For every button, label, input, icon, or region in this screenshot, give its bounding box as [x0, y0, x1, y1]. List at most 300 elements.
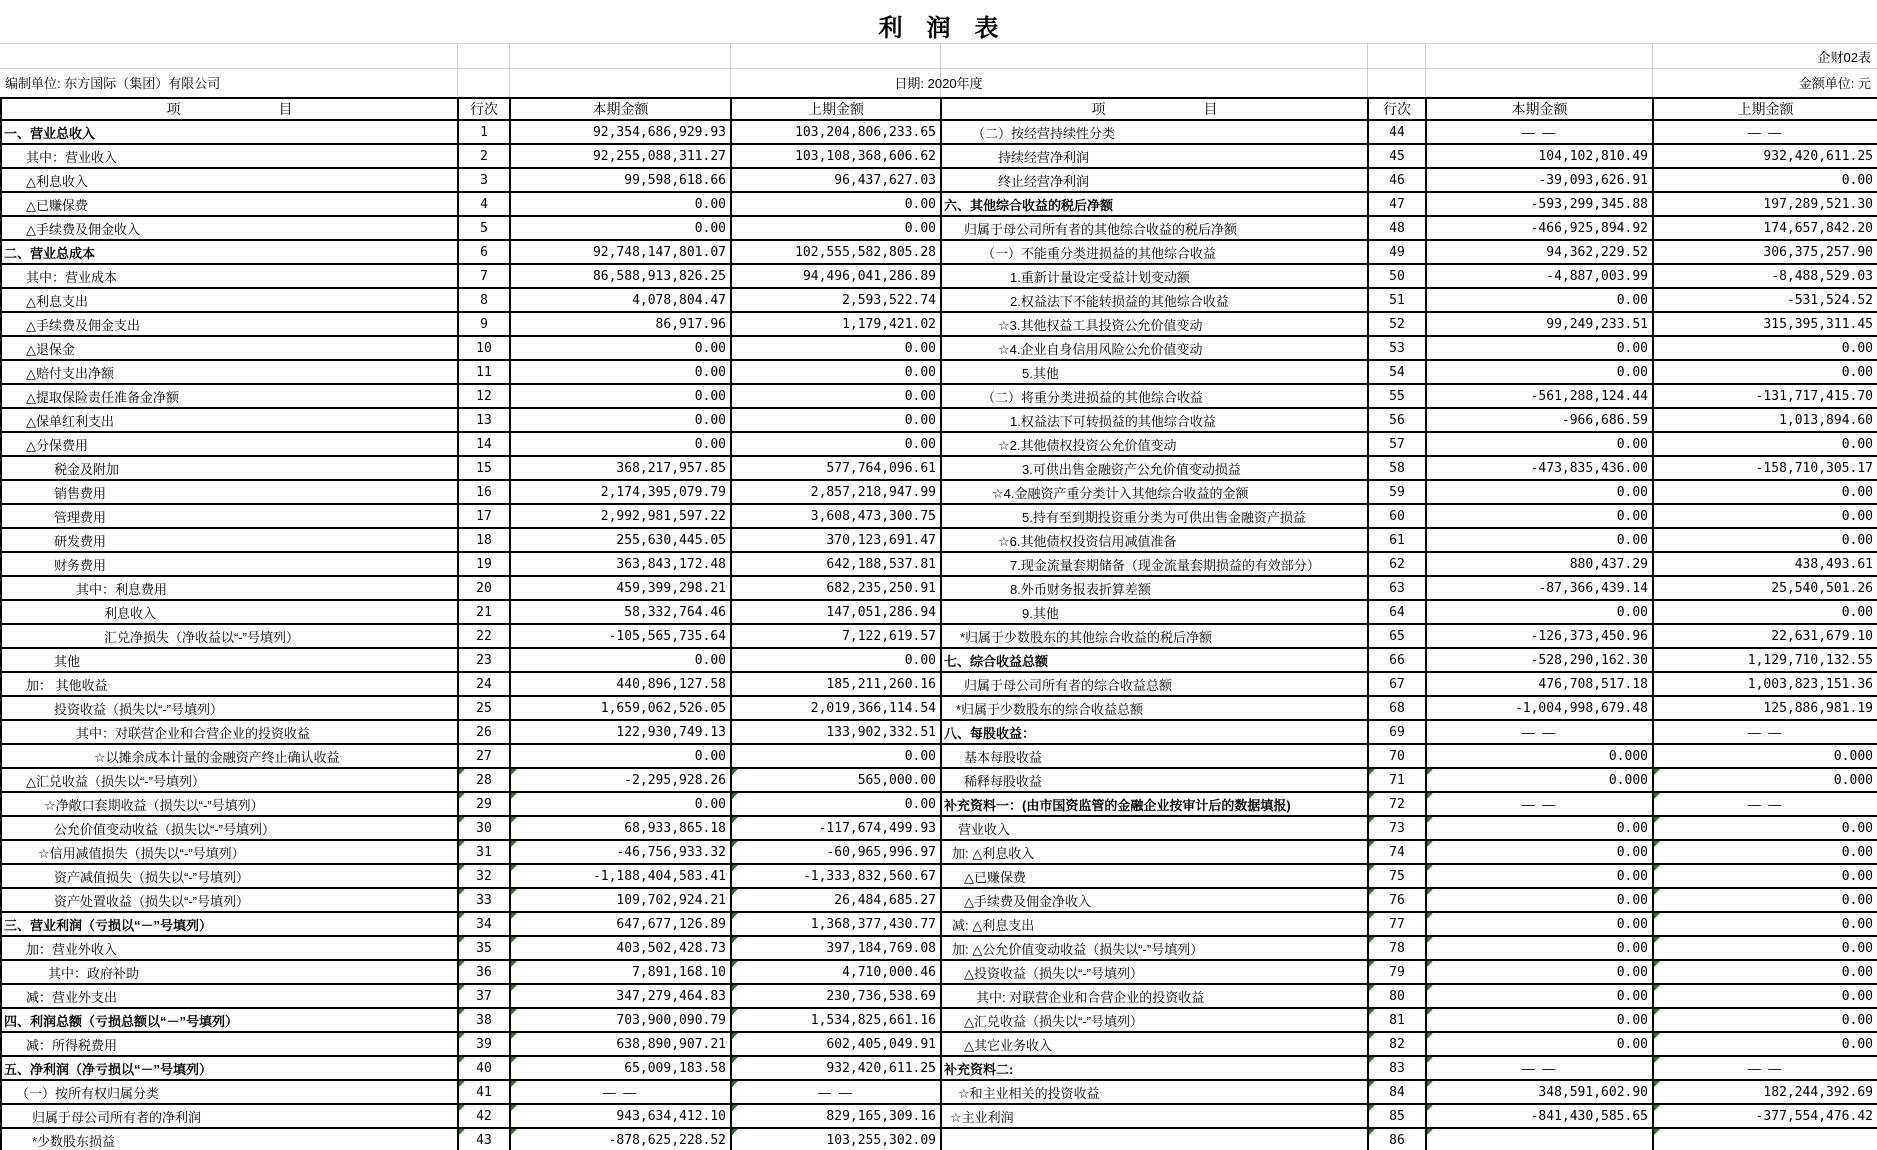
item-label-cell[interactable]: 1.重新计量设定受益计划变动额 — [941, 264, 1368, 288]
line-number-cell[interactable]: 81 — [1368, 1008, 1426, 1032]
prior-amount-cell[interactable]: 174,657,842.20 — [1653, 216, 1877, 240]
line-number-cell[interactable]: 28 — [458, 768, 510, 792]
prior-amount-cell[interactable]: 103,255,302.09 — [731, 1128, 941, 1150]
item-label-cell[interactable]: 基本每股收益 — [941, 744, 1368, 768]
prior-amount-cell[interactable]: 230,736,538.69 — [731, 984, 941, 1008]
item-label-cell[interactable]: ☆信用减值损失（损失以“-”号填列） — [1, 840, 458, 864]
current-amount-cell[interactable]: 0.000 — [1426, 768, 1653, 792]
line-number-cell[interactable]: 14 — [458, 432, 510, 456]
prior-amount-cell[interactable]: -377,554,476.42 — [1653, 1104, 1877, 1128]
line-number-cell[interactable]: 39 — [458, 1032, 510, 1056]
prior-amount-cell[interactable]: 0.00 — [731, 216, 941, 240]
current-amount-cell[interactable]: 0.00 — [1426, 480, 1653, 504]
prior-amount-cell[interactable] — [1653, 1128, 1877, 1150]
item-label-cell[interactable]: △分保费用 — [1, 432, 458, 456]
current-amount-cell[interactable]: 0.00 — [1426, 600, 1653, 624]
line-number-cell[interactable]: 37 — [458, 984, 510, 1008]
current-amount-cell[interactable]: 4,078,804.47 — [510, 288, 731, 312]
item-label-cell[interactable]: 七、综合收益总额 — [941, 648, 1368, 672]
current-amount-cell[interactable]: 0.00 — [1426, 360, 1653, 384]
item-label-cell[interactable]: 5.其他 — [941, 360, 1368, 384]
line-number-cell[interactable]: 32 — [458, 864, 510, 888]
current-amount-cell[interactable]: 880,437.29 — [1426, 552, 1653, 576]
prior-amount-cell[interactable]: 0.00 — [731, 408, 941, 432]
line-number-cell[interactable]: 42 — [458, 1104, 510, 1128]
current-amount-cell[interactable]: 0.00 — [1426, 984, 1653, 1008]
prior-amount-cell[interactable]: 182,244,392.69 — [1653, 1080, 1877, 1104]
current-amount-cell[interactable]: 0.00 — [1426, 336, 1653, 360]
item-label-cell[interactable]: 资产处置收益（损失以“-”号填列） — [1, 888, 458, 912]
item-label-cell[interactable]: ☆4.企业自身信用风险公允价值变动 — [941, 336, 1368, 360]
prior-amount-cell[interactable]: 26,484,685.27 — [731, 888, 941, 912]
line-number-cell[interactable]: 71 — [1368, 768, 1426, 792]
item-label-cell[interactable]: 公允价值变动收益（损失以“-”号填列） — [1, 816, 458, 840]
line-number-cell[interactable]: 23 — [458, 648, 510, 672]
line-number-cell[interactable]: 18 — [458, 528, 510, 552]
prior-column-header[interactable]: 上期金额 — [731, 98, 941, 120]
line-number-cell[interactable]: 34 — [458, 912, 510, 936]
item-label-cell[interactable]: △手续费及佣金支出 — [1, 312, 458, 336]
current-amount-cell[interactable]: 476,708,517.18 — [1426, 672, 1653, 696]
line-number-cell[interactable]: 80 — [1368, 984, 1426, 1008]
line-number-cell[interactable]: 24 — [458, 672, 510, 696]
item-label-cell[interactable]: 五、净利润（净亏损以“－”号填列） — [1, 1056, 458, 1080]
current-amount-cell[interactable]: 363,843,172.48 — [510, 552, 731, 576]
line-number-cell[interactable]: 19 — [458, 552, 510, 576]
prior-amount-cell[interactable]: 0.000 — [1653, 744, 1877, 768]
current-amount-cell[interactable]: 0.00 — [1426, 936, 1653, 960]
current-amount-cell[interactable]: 92,354,686,929.93 — [510, 120, 731, 144]
prior-amount-cell[interactable]: — — — [1653, 1056, 1877, 1080]
prior-amount-cell[interactable]: 0.000 — [1653, 768, 1877, 792]
prior-amount-cell[interactable]: 125,886,981.19 — [1653, 696, 1877, 720]
current-amount-cell[interactable]: 0.00 — [1426, 816, 1653, 840]
current-amount-cell[interactable]: — — — [1426, 1056, 1653, 1080]
line-number-cell[interactable]: 1 — [458, 120, 510, 144]
line-number-cell[interactable]: 64 — [1368, 600, 1426, 624]
line-number-cell[interactable]: 67 — [1368, 672, 1426, 696]
line-number-cell[interactable]: 73 — [1368, 816, 1426, 840]
item-label-cell[interactable]: 其他 — [1, 648, 458, 672]
line-number-cell[interactable]: 25 — [458, 696, 510, 720]
current-amount-cell[interactable]: -1,188,404,583.41 — [510, 864, 731, 888]
current-amount-cell[interactable]: 347,279,464.83 — [510, 984, 731, 1008]
line-number-cell[interactable]: 20 — [458, 576, 510, 600]
line-number-cell[interactable]: 85 — [1368, 1104, 1426, 1128]
item-label-cell[interactable]: △保单红利支出 — [1, 408, 458, 432]
line-number-cell[interactable]: 29 — [458, 792, 510, 816]
prior-amount-cell[interactable]: 147,051,286.94 — [731, 600, 941, 624]
item-label-cell[interactable]: ☆主业利润 — [941, 1104, 1368, 1128]
item-label-cell[interactable]: 补充资料一：(由市国资监管的金融企业按审计后的数据填报) — [941, 792, 1368, 816]
prior-amount-cell[interactable]: 0.00 — [1653, 984, 1877, 1008]
line-number-cell[interactable]: 9 — [458, 312, 510, 336]
prior-amount-cell[interactable]: 0.00 — [1653, 912, 1877, 936]
item-label-cell[interactable]: 归属于母公司所有者的净利润 — [1, 1104, 458, 1128]
prior-amount-cell[interactable]: -531,524.52 — [1653, 288, 1877, 312]
prior-amount-cell[interactable]: 1,534,825,661.16 — [731, 1008, 941, 1032]
line-number-cell[interactable]: 74 — [1368, 840, 1426, 864]
item-label-cell[interactable]: ☆4.金融资产重分类计入其他综合收益的金额 — [941, 480, 1368, 504]
item-label-cell[interactable]: 归属于母公司所有者的综合收益总额 — [941, 672, 1368, 696]
prior-amount-cell[interactable]: 133,902,332.51 — [731, 720, 941, 744]
prior-amount-cell[interactable]: 306,375,257.90 — [1653, 240, 1877, 264]
current-amount-cell[interactable]: 0.000 — [1426, 744, 1653, 768]
current-amount-cell[interactable]: -39,093,626.91 — [1426, 168, 1653, 192]
current-amount-cell[interactable]: 109,702,924.21 — [510, 888, 731, 912]
item-label-cell[interactable]: 减：营业外支出 — [1, 984, 458, 1008]
item-label-cell[interactable]: △其它业务收入 — [941, 1032, 1368, 1056]
current-amount-cell[interactable]: -105,565,735.64 — [510, 624, 731, 648]
current-amount-cell[interactable]: -126,373,450.96 — [1426, 624, 1653, 648]
line-number-cell[interactable]: 65 — [1368, 624, 1426, 648]
prior-amount-cell[interactable]: 0.00 — [731, 384, 941, 408]
line-number-cell[interactable]: 48 — [1368, 216, 1426, 240]
current-amount-cell[interactable]: 0.00 — [1426, 432, 1653, 456]
current-amount-cell[interactable]: -466,925,894.92 — [1426, 216, 1653, 240]
line-number-cell[interactable]: 53 — [1368, 336, 1426, 360]
line-number-cell[interactable]: 63 — [1368, 576, 1426, 600]
line-number-cell[interactable]: 33 — [458, 888, 510, 912]
line-number-cell[interactable]: 76 — [1368, 888, 1426, 912]
item-label-cell[interactable]: 7.现金流量套期储备（现金流量套期损益的有效部分） — [941, 552, 1368, 576]
prior-amount-cell[interactable]: -8,488,529.03 — [1653, 264, 1877, 288]
line-number-cell[interactable]: 49 — [1368, 240, 1426, 264]
current-amount-cell[interactable]: 255,630,445.05 — [510, 528, 731, 552]
prior-amount-cell[interactable]: 397,184,769.08 — [731, 936, 941, 960]
prior-amount-cell[interactable]: -158,710,305.17 — [1653, 456, 1877, 480]
line-number-cell[interactable]: 27 — [458, 744, 510, 768]
item-label-cell[interactable]: ☆和主业相关的投资收益 — [941, 1080, 1368, 1104]
current-amount-cell[interactable]: 86,917.96 — [510, 312, 731, 336]
prior-amount-cell[interactable]: 0.00 — [1653, 528, 1877, 552]
prior-amount-cell[interactable]: 103,204,806,233.65 — [731, 120, 941, 144]
current-amount-cell[interactable]: 58,332,764.46 — [510, 600, 731, 624]
item-label-cell[interactable]: 其中: 对联营企业和合营企业的投资收益 — [941, 984, 1368, 1008]
line-number-cell[interactable]: 35 — [458, 936, 510, 960]
item-label-cell[interactable]: △利息支出 — [1, 288, 458, 312]
prior-amount-cell[interactable]: 185,211,260.16 — [731, 672, 941, 696]
item-column-header[interactable]: 项 目 — [941, 98, 1368, 120]
item-label-cell[interactable]: ☆6.其他债权投资信用减值准备 — [941, 528, 1368, 552]
item-label-cell[interactable]: 加： 其他收益 — [1, 672, 458, 696]
current-amount-cell[interactable]: 0.00 — [510, 432, 731, 456]
item-column-header[interactable]: 项 目 — [1, 98, 458, 120]
line-number-cell[interactable]: 62 — [1368, 552, 1426, 576]
current-amount-cell[interactable]: 0.00 — [510, 648, 731, 672]
line-number-cell[interactable]: 58 — [1368, 456, 1426, 480]
item-label-cell[interactable]: 补充资料二: — [941, 1056, 1368, 1080]
current-amount-cell[interactable]: 0.00 — [1426, 1008, 1653, 1032]
current-amount-cell[interactable]: -528,290,162.30 — [1426, 648, 1653, 672]
item-label-cell[interactable]: 四、利润总额（亏损总额以“－”号填列） — [1, 1008, 458, 1032]
line-number-cell[interactable]: 6 — [458, 240, 510, 264]
prior-amount-cell[interactable]: 0.00 — [1653, 816, 1877, 840]
prior-amount-cell[interactable]: 0.00 — [1653, 1032, 1877, 1056]
item-label-cell[interactable]: 其中：政府补助 — [1, 960, 458, 984]
prior-amount-cell[interactable]: 0.00 — [731, 432, 941, 456]
current-amount-cell[interactable]: 348,591,602.90 — [1426, 1080, 1653, 1104]
line-number-cell[interactable]: 8 — [458, 288, 510, 312]
item-label-cell[interactable]: ☆2.其他债权投资公允价值变动 — [941, 432, 1368, 456]
current-amount-cell[interactable]: 0.00 — [1426, 864, 1653, 888]
prior-amount-cell[interactable]: 0.00 — [731, 744, 941, 768]
current-amount-cell[interactable]: 0.00 — [1426, 504, 1653, 528]
current-amount-cell[interactable]: -966,686.59 — [1426, 408, 1653, 432]
item-label-cell[interactable]: 利息收入 — [1, 600, 458, 624]
item-label-cell[interactable]: 一、营业总收入 — [1, 120, 458, 144]
line-number-cell[interactable]: 15 — [458, 456, 510, 480]
current-amount-cell[interactable]: 104,102,810.49 — [1426, 144, 1653, 168]
line-number-cell[interactable]: 79 — [1368, 960, 1426, 984]
line-number-cell[interactable]: 40 — [458, 1056, 510, 1080]
item-label-cell[interactable]: 归属于母公司所有者的其他综合收益的税后净额 — [941, 216, 1368, 240]
current-amount-cell[interactable]: -473,835,436.00 — [1426, 456, 1653, 480]
item-label-cell[interactable]: △已赚保费 — [941, 864, 1368, 888]
line-number-cell[interactable]: 78 — [1368, 936, 1426, 960]
item-label-cell[interactable]: 资产减值损失（损失以“-”号填列） — [1, 864, 458, 888]
item-label-cell[interactable]: 8.外币财务报表折算差额 — [941, 576, 1368, 600]
item-label-cell[interactable]: （二）将重分类进损益的其他综合收益 — [941, 384, 1368, 408]
current-amount-cell[interactable]: — — — [1426, 792, 1653, 816]
current-amount-cell[interactable]: -841,430,585.65 — [1426, 1104, 1653, 1128]
item-label-cell[interactable]: ☆以摊余成本计量的金融资产终止确认收益 — [1, 744, 458, 768]
line-number-cell[interactable]: 41 — [458, 1080, 510, 1104]
current-amount-cell[interactable]: 368,217,957.85 — [510, 456, 731, 480]
item-label-cell[interactable]: 税金及附加 — [1, 456, 458, 480]
item-label-cell[interactable]: △投资收益（损失以“-”号填列） — [941, 960, 1368, 984]
item-label-cell[interactable]: 其中：利息费用 — [1, 576, 458, 600]
line-number-cell[interactable]: 13 — [458, 408, 510, 432]
prior-amount-cell[interactable]: 2,593,522.74 — [731, 288, 941, 312]
item-label-cell[interactable]: △赔付支出净额 — [1, 360, 458, 384]
current-amount-cell[interactable]: — — — [1426, 720, 1653, 744]
item-label-cell[interactable]: 5.持有至到期投资重分类为可供出售金融资产损益 — [941, 504, 1368, 528]
prior-amount-cell[interactable]: 2,857,218,947.99 — [731, 480, 941, 504]
current-amount-cell[interactable]: 0.00 — [510, 360, 731, 384]
current-amount-cell[interactable]: 68,933,865.18 — [510, 816, 731, 840]
prior-amount-cell[interactable]: 7,122,619.57 — [731, 624, 941, 648]
prior-amount-cell[interactable]: 103,108,368,606.62 — [731, 144, 941, 168]
line-number-cell[interactable]: 4 — [458, 192, 510, 216]
line-column-header[interactable]: 行次 — [1368, 98, 1426, 120]
prior-amount-cell[interactable]: 438,493.61 — [1653, 552, 1877, 576]
prior-amount-cell[interactable]: — — — [1653, 120, 1877, 144]
prior-amount-cell[interactable]: 0.00 — [731, 792, 941, 816]
prior-amount-cell[interactable]: 0.00 — [1653, 168, 1877, 192]
current-amount-cell[interactable]: 2,992,981,597.22 — [510, 504, 731, 528]
current-amount-cell[interactable]: -561,288,124.44 — [1426, 384, 1653, 408]
item-label-cell[interactable]: 加: △公允价值变动收益（损失以“-”号填列） — [941, 936, 1368, 960]
item-label-cell[interactable]: *少数股东损益 — [1, 1128, 458, 1150]
item-label-cell[interactable]: 稀释每股收益 — [941, 768, 1368, 792]
prior-amount-cell[interactable]: 0.00 — [1653, 1008, 1877, 1032]
current-amount-cell[interactable]: 440,896,127.58 — [510, 672, 731, 696]
item-label-cell[interactable]: △手续费及佣金净收入 — [941, 888, 1368, 912]
item-label-cell[interactable]: 汇兑净损失（净收益以“-”号填列） — [1, 624, 458, 648]
prior-amount-cell[interactable]: -117,674,499.93 — [731, 816, 941, 840]
line-number-cell[interactable]: 26 — [458, 720, 510, 744]
prior-amount-cell[interactable]: 3,608,473,300.75 — [731, 504, 941, 528]
current-amount-cell[interactable]: 0.00 — [1426, 288, 1653, 312]
prior-amount-cell[interactable]: 0.00 — [731, 360, 941, 384]
line-number-cell[interactable]: 66 — [1368, 648, 1426, 672]
line-column-header[interactable]: 行次 — [458, 98, 510, 120]
current-amount-cell[interactable]: -87,366,439.14 — [1426, 576, 1653, 600]
current-amount-cell[interactable]: 0.00 — [510, 408, 731, 432]
prior-amount-cell[interactable]: 0.00 — [1653, 840, 1877, 864]
current-amount-cell[interactable]: 99,249,233.51 — [1426, 312, 1653, 336]
item-label-cell[interactable]: 减：所得税费用 — [1, 1032, 458, 1056]
current-amount-cell[interactable]: 99,598,618.66 — [510, 168, 731, 192]
current-amount-cell[interactable]: 0.00 — [1426, 840, 1653, 864]
item-label-cell[interactable]: （一）按所有权归属分类 — [1, 1080, 458, 1104]
prior-column-header[interactable]: 上期金额 — [1653, 98, 1877, 120]
item-label-cell[interactable]: 管理费用 — [1, 504, 458, 528]
item-label-cell[interactable]: 研发费用 — [1, 528, 458, 552]
item-label-cell[interactable]: △汇兑收益（损失以“-”号填列） — [1, 768, 458, 792]
item-label-cell[interactable]: 加：营业外收入 — [1, 936, 458, 960]
current-amount-cell[interactable]: 94,362,229.52 — [1426, 240, 1653, 264]
line-number-cell[interactable]: 44 — [1368, 120, 1426, 144]
item-label-cell[interactable]: △已赚保费 — [1, 192, 458, 216]
current-amount-cell[interactable]: — — — [510, 1080, 731, 1104]
prior-amount-cell[interactable]: 22,631,679.10 — [1653, 624, 1877, 648]
line-number-cell[interactable]: 55 — [1368, 384, 1426, 408]
current-amount-cell[interactable]: 403,502,428.73 — [510, 936, 731, 960]
line-number-cell[interactable]: 10 — [458, 336, 510, 360]
current-amount-cell[interactable]: -4,887,003.99 — [1426, 264, 1653, 288]
prior-amount-cell[interactable]: 0.00 — [1653, 600, 1877, 624]
line-number-cell[interactable]: 77 — [1368, 912, 1426, 936]
prior-amount-cell[interactable]: — — — [731, 1080, 941, 1104]
current-amount-cell[interactable]: 0.00 — [1426, 888, 1653, 912]
prior-amount-cell[interactable]: 0.00 — [1653, 336, 1877, 360]
item-label-cell[interactable]: 3.可供出售金融资产公允价值变动损益 — [941, 456, 1368, 480]
prior-amount-cell[interactable]: — — — [1653, 792, 1877, 816]
current-amount-cell[interactable]: 0.00 — [1426, 1032, 1653, 1056]
prior-amount-cell[interactable]: 2,019,366,114.54 — [731, 696, 941, 720]
line-number-cell[interactable]: 60 — [1368, 504, 1426, 528]
prior-amount-cell[interactable]: 0.00 — [731, 192, 941, 216]
item-label-cell[interactable]: △利息收入 — [1, 168, 458, 192]
item-label-cell[interactable]: 营业收入 — [941, 816, 1368, 840]
current-column-header[interactable]: 本期金额 — [510, 98, 731, 120]
item-label-cell[interactable]: 八、每股收益： — [941, 720, 1368, 744]
line-number-cell[interactable]: 21 — [458, 600, 510, 624]
item-label-cell[interactable]: △退保金 — [1, 336, 458, 360]
prior-amount-cell[interactable]: 829,165,309.16 — [731, 1104, 941, 1128]
prior-amount-cell[interactable]: 932,420,611.25 — [731, 1056, 941, 1080]
item-label-cell[interactable]: 1.权益法下可转损益的其他综合收益 — [941, 408, 1368, 432]
item-label-cell[interactable]: 三、营业利润（亏损以“－”号填列） — [1, 912, 458, 936]
line-number-cell[interactable]: 57 — [1368, 432, 1426, 456]
line-number-cell[interactable]: 69 — [1368, 720, 1426, 744]
line-number-cell[interactable]: 50 — [1368, 264, 1426, 288]
item-label-cell[interactable]: 其中：营业收入 — [1, 144, 458, 168]
current-amount-cell[interactable]: 7,891,168.10 — [510, 960, 731, 984]
line-number-cell[interactable]: 31 — [458, 840, 510, 864]
line-number-cell[interactable]: 16 — [458, 480, 510, 504]
prior-amount-cell[interactable]: 0.00 — [1653, 360, 1877, 384]
line-number-cell[interactable]: 22 — [458, 624, 510, 648]
item-label-cell[interactable]: *归属于少数股东的其他综合收益的税后净额 — [941, 624, 1368, 648]
line-number-cell[interactable]: 30 — [458, 816, 510, 840]
prior-amount-cell[interactable]: 602,405,049.91 — [731, 1032, 941, 1056]
prior-amount-cell[interactable]: 1,368,377,430.77 — [731, 912, 941, 936]
item-label-cell[interactable]: 二、营业总成本 — [1, 240, 458, 264]
current-amount-cell[interactable]: 92,255,088,311.27 — [510, 144, 731, 168]
line-number-cell[interactable]: 83 — [1368, 1056, 1426, 1080]
current-amount-cell[interactable]: 0.00 — [510, 792, 731, 816]
line-number-cell[interactable]: 82 — [1368, 1032, 1426, 1056]
item-label-cell[interactable]: 其中：营业成本 — [1, 264, 458, 288]
prior-amount-cell[interactable]: 96,437,627.03 — [731, 168, 941, 192]
line-number-cell[interactable]: 5 — [458, 216, 510, 240]
current-amount-cell[interactable]: -593,299,345.88 — [1426, 192, 1653, 216]
item-label-cell[interactable]: 加: △利息收入 — [941, 840, 1368, 864]
prior-amount-cell[interactable]: 0.00 — [1653, 864, 1877, 888]
line-number-cell[interactable]: 70 — [1368, 744, 1426, 768]
prior-amount-cell[interactable]: 370,123,691.47 — [731, 528, 941, 552]
current-amount-cell[interactable]: 0.00 — [1426, 960, 1653, 984]
item-label-cell[interactable]: （二）按经营持续性分类 — [941, 120, 1368, 144]
prior-amount-cell[interactable]: — — — [1653, 720, 1877, 744]
prior-amount-cell[interactable]: 102,555,582,805.28 — [731, 240, 941, 264]
line-number-cell[interactable]: 59 — [1368, 480, 1426, 504]
prior-amount-cell[interactable]: 25,540,501.26 — [1653, 576, 1877, 600]
current-amount-cell[interactable]: 0.00 — [510, 192, 731, 216]
item-label-cell[interactable]: 投资收益（损失以“-”号填列） — [1, 696, 458, 720]
line-number-cell[interactable]: 17 — [458, 504, 510, 528]
item-label-cell[interactable]: 六、其他综合收益的税后净额 — [941, 192, 1368, 216]
current-column-header[interactable]: 本期金额 — [1426, 98, 1653, 120]
current-amount-cell[interactable]: -46,756,933.32 — [510, 840, 731, 864]
prior-amount-cell[interactable]: 1,013,894.60 — [1653, 408, 1877, 432]
line-number-cell[interactable]: 47 — [1368, 192, 1426, 216]
line-number-cell[interactable]: 45 — [1368, 144, 1426, 168]
line-number-cell[interactable]: 84 — [1368, 1080, 1426, 1104]
current-amount-cell[interactable]: 92,748,147,801.07 — [510, 240, 731, 264]
prior-amount-cell[interactable]: 682,235,250.91 — [731, 576, 941, 600]
current-amount-cell[interactable]: 0.00 — [1426, 528, 1653, 552]
line-number-cell[interactable]: 51 — [1368, 288, 1426, 312]
prior-amount-cell[interactable]: 94,496,041,286.89 — [731, 264, 941, 288]
prior-amount-cell[interactable]: 0.00 — [1653, 936, 1877, 960]
line-number-cell[interactable]: 68 — [1368, 696, 1426, 720]
line-number-cell[interactable]: 43 — [458, 1128, 510, 1150]
prior-amount-cell[interactable]: 642,188,537.81 — [731, 552, 941, 576]
prior-amount-cell[interactable]: 315,395,311.45 — [1653, 312, 1877, 336]
item-label-cell[interactable]: 财务费用 — [1, 552, 458, 576]
current-amount-cell[interactable]: 943,634,412.10 — [510, 1104, 731, 1128]
line-number-cell[interactable]: 54 — [1368, 360, 1426, 384]
current-amount-cell[interactable]: 0.00 — [510, 216, 731, 240]
item-label-cell[interactable]: 销售费用 — [1, 480, 458, 504]
item-label-cell[interactable]: 其中：对联营企业和合营企业的投资收益 — [1, 720, 458, 744]
prior-amount-cell[interactable]: 1,003,823,151.36 — [1653, 672, 1877, 696]
item-label-cell[interactable]: △汇兑收益（损失以“-”号填列） — [941, 1008, 1368, 1032]
item-label-cell[interactable]: 2.权益法下不能转损益的其他综合收益 — [941, 288, 1368, 312]
prior-amount-cell[interactable]: -1,333,832,560.67 — [731, 864, 941, 888]
current-amount-cell[interactable]: 0.00 — [510, 384, 731, 408]
item-label-cell[interactable]: 9.其他 — [941, 600, 1368, 624]
prior-amount-cell[interactable]: -60,965,996.97 — [731, 840, 941, 864]
prior-amount-cell[interactable]: 197,289,521.30 — [1653, 192, 1877, 216]
current-amount-cell[interactable]: — — — [1426, 120, 1653, 144]
current-amount-cell[interactable]: 703,900,090.79 — [510, 1008, 731, 1032]
line-number-cell[interactable]: 61 — [1368, 528, 1426, 552]
